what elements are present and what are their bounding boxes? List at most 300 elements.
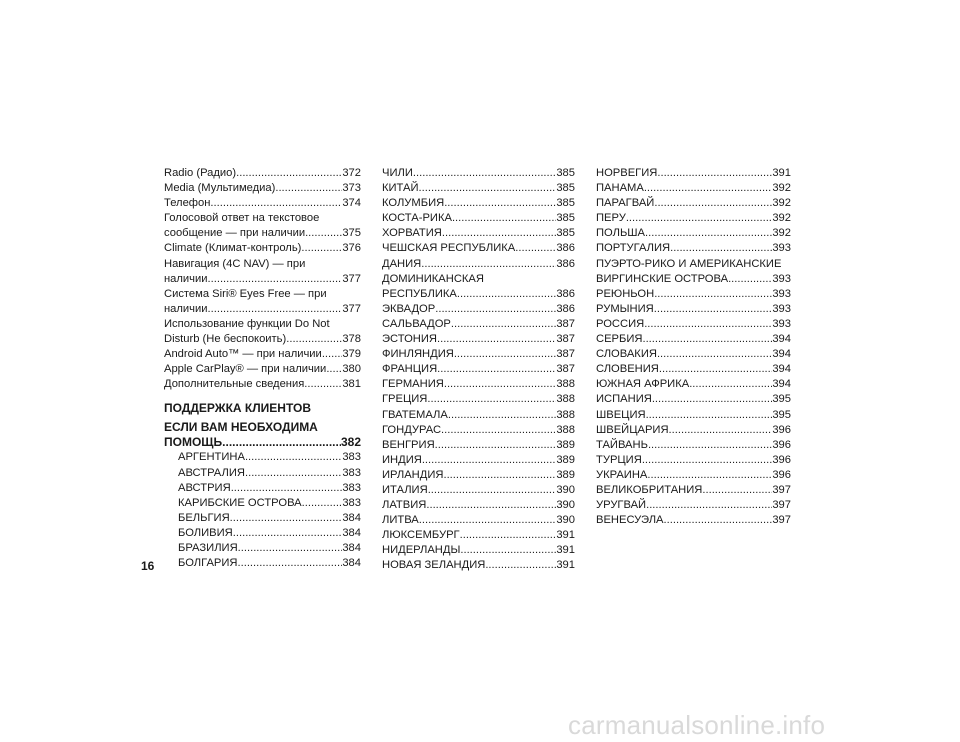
toc-entry[interactable] [596,513,791,528]
toc-entry[interactable] [164,511,361,526]
toc-entry-row [596,347,791,362]
toc-entry-row [596,317,791,332]
toc-entry-title: ПОЛЬША [596,227,646,240]
page-ref: 395 [772,393,791,406]
page-ref: 387 [556,333,575,346]
toc-entry-title: Climate (Климат-контроль) [164,242,302,255]
toc-entry-row [164,377,361,392]
toc-entry-title: КОЛУМБИЯ [382,197,445,210]
page-ref: 373 [342,182,361,195]
dot-leader [236,166,342,181]
toc-entry-title: РУМЫНИЯ [596,302,654,315]
toc-entry[interactable] [382,438,575,453]
toc-entry[interactable] [164,466,361,481]
dot-leader [421,257,556,272]
section-heading-help-entry[interactable]: ПОМОЩЬ ..... 382 [164,435,361,450]
toc-entry[interactable] [382,302,575,317]
toc-entry[interactable] [596,483,791,498]
toc-entry-title: ШВЕЙЦАРИЯ [596,423,669,436]
toc-entry[interactable] [382,317,575,332]
page-ref: 374 [342,197,361,210]
toc-entry[interactable] [596,423,791,438]
toc-entry-title: ТАЙВАНЬ [596,438,648,451]
dot-leader [659,362,772,377]
toc-entry[interactable] [164,541,361,556]
toc-entry-title: БЕЛЬГИЯ [178,511,230,524]
toc-entry-line: ДОМИНИКАНСКАЯ [382,272,484,285]
page-ref: 387 [556,348,575,361]
toc-entry[interactable] [596,332,791,347]
page-ref: 386 [556,302,575,315]
page-ref: 394 [772,348,791,361]
dot-leader [437,332,556,347]
toc-entry-row [382,468,575,483]
multimedia-entries [164,166,361,392]
dot-leader [275,181,342,196]
page-ref: 385 [556,227,575,240]
toc-entry-row [382,196,575,211]
toc-entry-row [382,438,575,453]
page-ref: 392 [772,182,791,195]
dot-leader [642,453,773,468]
country-entries [164,450,361,571]
toc-entry-title: ПОРТУГАЛИЯ [596,242,671,255]
dot-leader [451,317,556,332]
toc-entry[interactable] [596,498,791,513]
page-ref: 391 [556,544,575,557]
toc-entry-title: ФИНЛЯНДИЯ [382,348,454,361]
dot-leader [644,181,773,196]
toc-entry-title: ПАРАГВАЙ [596,197,655,210]
dot-leader [208,302,343,317]
page-ref: 387 [556,317,575,330]
toc-entry-title: ТУРЦИЯ [596,453,642,466]
toc-entry-title: Disturb (Не беспокоить) [164,333,287,346]
toc-entry-title: Radio (Радио) [164,167,237,179]
toc-entry-title: Android Auto™ — при наличии [164,348,322,361]
toc-entry-title: ИНДИЯ [382,453,422,466]
toc-entry-row [596,332,791,347]
dot-leader [301,241,342,256]
dot-leader [646,498,772,513]
page-ref: 397 [772,514,791,527]
toc-entry[interactable] [164,257,361,287]
toc-entry[interactable] [596,241,791,256]
dot-leader [443,468,556,483]
page-ref: 384 [342,557,361,570]
toc-entry-title: СЕРБИЯ [596,333,643,346]
dot-leader [669,423,773,438]
dot-leader [435,438,557,453]
toc-entry[interactable] [164,241,361,256]
toc-entry[interactable] [382,468,575,483]
toc-entry-row [382,498,575,513]
toc-entry-row [382,558,575,573]
page-ref: 384 [342,541,361,554]
toc-entry[interactable] [382,498,575,513]
toc-entry-title: ВИРГИНСКИЕ ОСТРОВА [596,272,729,285]
toc-entry-title: ЛЮКСЕМБУРГ [382,529,460,542]
toc-entry-row [596,241,791,256]
page-ref: 396 [772,453,791,466]
toc-entry[interactable] [164,481,361,496]
toc-entry[interactable] [382,528,575,543]
page-ref: 397 [772,499,791,512]
toc-entry-title: НОВАЯ ЗЕЛАНДИЯ [382,559,486,572]
page-ref: 381 [342,378,361,391]
toc-entry-title: ДАНИЯ [382,257,422,270]
toc-entry-title: АРГЕНТИНА [178,451,245,464]
toc-entry[interactable] [596,453,791,468]
toc-entry-title: САЛЬВАДОР [382,317,451,330]
toc-entry[interactable] [382,211,575,226]
page-ref: 393 [772,287,791,300]
dot-leader [326,362,342,377]
toc-entry[interactable] [596,438,791,453]
dot-leader [670,241,772,256]
dot-leader [657,347,772,362]
toc-entry-title: ВЕНГРИЯ [382,438,435,451]
toc-entry-row [164,332,361,347]
toc-column-3 [596,166,791,528]
dot-leader [644,317,772,332]
dot-leader [647,468,772,483]
dot-leader [419,513,557,528]
toc-entry-title: ГЕРМАНИЯ [382,378,444,391]
page-ref: 386 [556,257,575,270]
toc-entry[interactable] [382,362,575,377]
toc-entry[interactable] [596,196,791,211]
toc-entry-row [382,347,575,362]
toc-entry[interactable] [382,272,575,302]
toc-entry[interactable] [382,226,575,241]
watermark: carmanualsonline.info [568,710,826,740]
toc-entry-row [596,408,791,423]
toc-entry[interactable] [382,332,575,347]
toc-entry[interactable] [596,211,791,226]
toc-entry[interactable] [164,450,361,465]
dot-leader [515,241,556,256]
toc-entry[interactable] [382,513,575,528]
toc-entry[interactable] [596,317,791,332]
dot-leader [454,347,557,362]
toc-entry-row [382,423,575,438]
toc-entry-row [382,408,575,423]
toc-entry-row [164,347,361,362]
toc-entry[interactable] [382,483,575,498]
toc-entry-line: Использование функции Do Not [164,317,330,330]
page-ref: 382 [340,435,361,450]
dot-leader [664,513,773,528]
dot-leader [648,438,772,453]
dot-leader [652,392,773,407]
toc-entry-row [382,528,575,543]
toc-entry[interactable] [164,166,361,181]
page-ref: 393 [772,272,791,285]
toc-entry-title: наличии [164,302,208,315]
toc-entry-title: Apple CarPlay® — при наличии [164,363,327,376]
toc-entry-title: ПЕРУ [596,212,626,225]
dot-leader [322,347,343,362]
toc-entry[interactable] [164,181,361,196]
page-ref: 380 [342,363,361,376]
dot-leader [428,483,557,498]
toc-entry-title: ИРЛАНДИЯ [382,468,444,481]
toc-entry[interactable] [382,392,575,407]
page-ref: 384 [342,511,361,524]
toc-entry-row [596,211,791,226]
toc-entry-row [178,466,361,481]
toc-entry-title: ЧИЛИ [382,167,413,179]
page-ref: 383 [342,451,361,464]
section-heading-help[interactable]: ЕСЛИ ВАМ НЕОБХОДИМА [164,420,318,435]
toc-entry-title: РЕЮНЬОН [596,287,655,300]
dot-leader [286,332,342,347]
page-ref: 388 [556,408,575,421]
toc-entry-title: ИТАЛИЯ [382,483,428,496]
toc-entry[interactable] [382,377,575,392]
toc-entry[interactable] [382,423,575,438]
dot-leader [457,287,556,302]
dot-leader [645,226,772,241]
dot-leader [654,196,772,211]
dot-leader [437,362,556,377]
toc-entry-row [382,483,575,498]
toc-entry-row [178,511,361,526]
toc-entry-row [596,377,791,392]
toc-entry-title: АВСТРАЛИЯ [178,466,245,479]
toc-entry[interactable] [382,257,575,272]
toc-entry-row [596,423,791,438]
page-ref: 377 [342,272,361,285]
dot-leader [485,558,556,573]
toc-entry[interactable] [596,287,791,302]
toc-entry[interactable] [164,317,361,347]
toc-entry-row [178,450,361,465]
toc-entry-row [596,196,791,211]
toc-entry-row [382,287,575,302]
toc-entry-title: СЛОВАКИЯ [596,348,657,361]
toc-entry-row [596,302,791,317]
toc-entry-row [382,317,575,332]
toc-entry[interactable] [596,392,791,407]
dot-leader [626,211,773,226]
toc-entry-title: ПАНАМА [596,182,644,195]
toc-entry-row [382,513,575,528]
country-entries [382,166,575,574]
toc-entry-title: ЮЖНАЯ АФРИКА [596,378,690,391]
toc-entry[interactable] [596,181,791,196]
toc-entry[interactable] [164,287,361,317]
toc-entry[interactable] [164,362,361,377]
toc-entry-title: НИДЕРЛАНДЫ [382,544,461,557]
toc-entry-row [596,362,791,377]
toc-entry[interactable] [596,408,791,423]
page-ref: 391 [556,559,575,572]
toc-entry[interactable] [382,166,575,181]
toc-entry-row [596,498,791,513]
toc-entry-row [382,257,575,272]
toc-entry-title: ГВАТЕМАЛА [382,408,448,421]
toc-entry-title: РОССИЯ [596,317,645,330]
toc-entry-row [382,332,575,347]
toc-entry-row [178,481,361,496]
toc-entry[interactable] [164,196,361,211]
toc-entry-row [164,196,361,211]
toc-entry-row [596,272,791,287]
toc-entry-title: БОЛИВИЯ [178,526,233,539]
toc-entry-row [382,226,575,241]
page-ref: 386 [556,242,575,255]
page-ref: 385 [556,197,575,210]
page-ref: 388 [556,423,575,436]
toc-entry[interactable] [382,453,575,468]
toc-entry[interactable] [164,526,361,541]
toc-entry-title: Телефон [164,197,211,210]
page-ref: 392 [772,227,791,240]
toc-entry-row [596,513,791,528]
dot-leader [452,211,556,226]
toc-entry-title: наличии [164,272,208,285]
toc-entry-row [596,453,791,468]
dot-leader [460,528,557,543]
toc-entry[interactable] [596,347,791,362]
toc-entry-line: Голосовой ответ на текстовое [164,212,320,225]
toc-entry-title: УКРАИНА [596,468,648,481]
dot-leader [442,226,556,241]
dot-leader [304,377,342,392]
dot-leader [448,408,556,423]
dot-leader [642,332,772,347]
toc-entry[interactable] [164,347,361,362]
toc-entry-row [596,438,791,453]
toc-column-2 [382,166,575,574]
dot-leader [305,226,342,241]
toc-entry[interactable] [596,468,791,483]
toc-entry-row [596,181,791,196]
page-ref: 378 [342,333,361,346]
toc-entry-row [164,272,361,287]
dot-leader [231,481,343,496]
toc-entry-row [382,362,575,377]
toc-entry[interactable] [596,257,791,287]
toc-entry-row [164,166,361,181]
page-ref: 385 [556,212,575,225]
page-ref: 393 [772,317,791,330]
page-ref: 394 [772,378,791,391]
toc-entry[interactable] [596,362,791,377]
dot-leader [233,526,343,541]
toc-entry-line: ПУЭРТО-РИКО И АМЕРИКАНСКИЕ [596,257,782,270]
dot-leader [427,392,556,407]
page-ref: 390 [556,499,575,512]
section-heading-customer-support[interactable]: ПОДДЕРЖКА КЛИЕНТОВ [164,401,311,416]
toc-entry[interactable] [164,556,361,571]
toc-entry-row [382,302,575,317]
dot-leader [441,423,556,438]
dot-leader [728,272,772,287]
page-ref: 377 [342,302,361,315]
toc-entry-title: ВЕНЕСУЭЛА [596,514,664,527]
page-ref: 383 [342,481,361,494]
toc-entry-row [382,181,575,196]
dot-leader [689,377,772,392]
toc-entry-row [596,166,791,181]
page-ref: 387 [556,363,575,376]
toc-entry-title: КИТАЙ [382,182,419,195]
dot-leader [238,556,343,571]
page-ref: 396 [772,423,791,436]
toc-entry[interactable] [382,558,575,573]
toc-column-1 [164,166,361,571]
toc-entry-row [382,543,575,558]
page-ref: 389 [556,438,575,451]
toc-entry-row [382,211,575,226]
toc-entry-title: АВСТРИЯ [178,481,231,494]
toc-entry[interactable] [596,377,791,392]
toc-entry-row [164,181,361,196]
toc-entry-title: ФРАНЦИЯ [382,363,438,376]
toc-entry[interactable] [164,211,361,241]
toc-entry-row [178,541,361,556]
toc-entry[interactable] [382,408,575,423]
dot-leader [210,196,342,211]
toc-entry-row [596,287,791,302]
toc-entry-title: ЛАТВИЯ [382,499,427,512]
page-ref: 376 [342,242,361,255]
dot-leader [435,302,556,317]
page-ref: 393 [772,302,791,315]
page-ref: 393 [772,242,791,255]
toc-entry-row [382,392,575,407]
toc-entry-title: ЧЕШСКАЯ РЕСПУБЛИКА [382,242,516,255]
page-ref: 397 [772,483,791,496]
toc-entry-title: ИСПАНИЯ [596,393,652,406]
toc-entry-title: ГРЕЦИЯ [382,393,428,406]
toc-entry-row [382,166,575,181]
dot-leader [444,377,556,392]
dot-leader [230,511,343,526]
toc-entry[interactable] [382,181,575,196]
page-ref: 385 [556,182,575,195]
page-ref: 394 [772,363,791,376]
toc-entry[interactable] [596,166,791,181]
toc-entry-title: ЭКВАДОР [382,302,436,315]
page-ref: 384 [342,526,361,539]
dot-leader [654,287,772,302]
toc-entry[interactable] [164,377,361,392]
toc-entry[interactable] [164,496,361,511]
toc-entry[interactable] [596,302,791,317]
toc-entry-title: РЕСПУБЛИКА [382,287,457,300]
toc-entry[interactable] [382,196,575,211]
toc-entry[interactable] [382,241,575,256]
toc-entry[interactable] [382,543,575,558]
page-ref: 389 [556,453,575,466]
toc-entry-title: ВЕЛИКОБРИТАНИЯ [596,483,703,496]
page-ref: 392 [772,197,791,210]
page-ref: 396 [772,438,791,451]
dot-leader [419,181,557,196]
toc-entry[interactable] [382,347,575,362]
toc-entry-title: ШВЕЦИЯ [596,408,646,421]
page-ref: 390 [556,483,575,496]
page-ref: 385 [556,167,575,179]
toc-entry[interactable] [596,226,791,241]
dot-leader [413,166,556,181]
dot-leader [245,466,342,481]
toc-entry-title: ГОНДУРАС [382,423,442,436]
